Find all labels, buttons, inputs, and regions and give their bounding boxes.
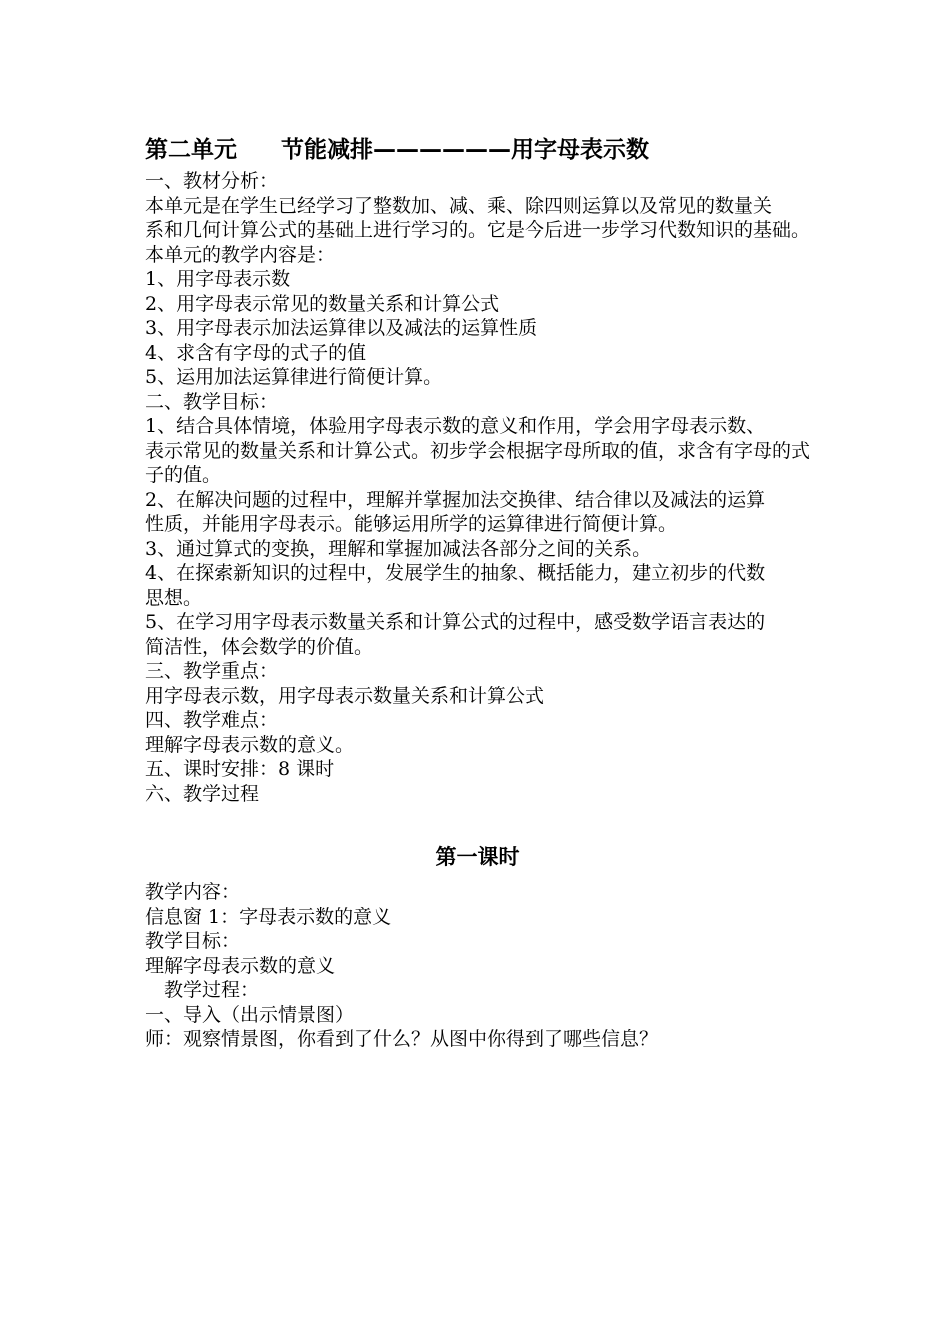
lesson-line: 教学目标： xyxy=(145,930,241,952)
list-item: 3、通过算式的变换，理解和掌握加减法各部分之间的关系。 xyxy=(145,537,652,560)
lesson-line: 理解字母表示数的意义 xyxy=(145,954,336,977)
lesson-line: 教学内容： xyxy=(145,881,241,903)
process-line: 师：观察情景图，你看到了什么？从图中你得到了哪些信息？ xyxy=(145,1028,659,1050)
section-heading: 一、教材分析： xyxy=(145,170,279,192)
unit-number: 第二单元 xyxy=(145,137,237,163)
paragraph-line: 性质，并能用字母表示。能够运用所学的运算律进行简便计算。 xyxy=(145,513,678,535)
list-item: 2、在解决问题的过程中，理解并掌握加法交换律、结合律以及减法的运算 xyxy=(145,488,766,511)
list-item: 1、结合具体情境，体验用字母表示数的意义和作用，学会用字母表示数、 xyxy=(145,415,766,437)
section-heading: 四、教学难点： xyxy=(145,709,279,731)
list-item: 5、在学习用字母表示数量关系和计算公式的过程中，感受数学语言表达的 xyxy=(145,611,766,633)
section-heading: 五、课时安排：8 课时 xyxy=(145,758,335,780)
section-heading: 三、教学重点： xyxy=(145,660,279,682)
paragraph-line: 本单元的教学内容是： xyxy=(145,243,336,266)
paragraph-line: 理解字母表示数的意义。 xyxy=(145,733,355,756)
list-item: 2、用字母表示常见的数量关系和计算公式 xyxy=(145,292,500,315)
process-line: 一、导入（出示情景图） xyxy=(145,1003,355,1026)
section-heading: 六、教学过程 xyxy=(145,782,260,805)
lesson-title: 第一课时 xyxy=(435,845,520,869)
paragraph-line: 思想。 xyxy=(145,586,203,609)
list-item: 1、用字母表示数 xyxy=(145,268,291,290)
section-heading: 二、教学目标： xyxy=(145,390,279,413)
list-item: 4、在探索新知识的过程中，发展学生的抽象、概括能力，建立初步的代数 xyxy=(145,562,766,584)
list-item: 5、运用加法运算律进行简便计算。 xyxy=(145,366,443,388)
paragraph-line: 本单元是在学生已经学习了整数加、减、乘、除四则运算以及常见的数量关 xyxy=(145,194,773,217)
list-item: 3、用字母表示加法运算律以及减法的运算性质 xyxy=(145,317,538,339)
unit-topic: 节能减排——————用字母表示数 xyxy=(281,137,649,163)
paragraph-line: 用字母表示数，用字母表示数量关系和计算公式 xyxy=(145,684,545,707)
paragraph-line: 系和几何计算公式的基础上进行学习的。它是今后进一步学习代数知识的基础。 xyxy=(145,219,811,241)
paragraph-line: 简洁性，体会数学的价值。 xyxy=(145,635,374,658)
unit-title xyxy=(145,135,810,165)
document-body xyxy=(145,135,810,1052)
lesson-line: 信息窗 1：字母表示数的意义 xyxy=(145,905,392,928)
process-label: 教学过程： xyxy=(164,979,260,1001)
paragraph-line: 表示常见的数量关系和计算公式。初步学会根据字母所取的值，求含有字母的式子的值。 xyxy=(145,439,811,486)
list-item: 4、求含有字母的式子的值 xyxy=(145,341,367,364)
